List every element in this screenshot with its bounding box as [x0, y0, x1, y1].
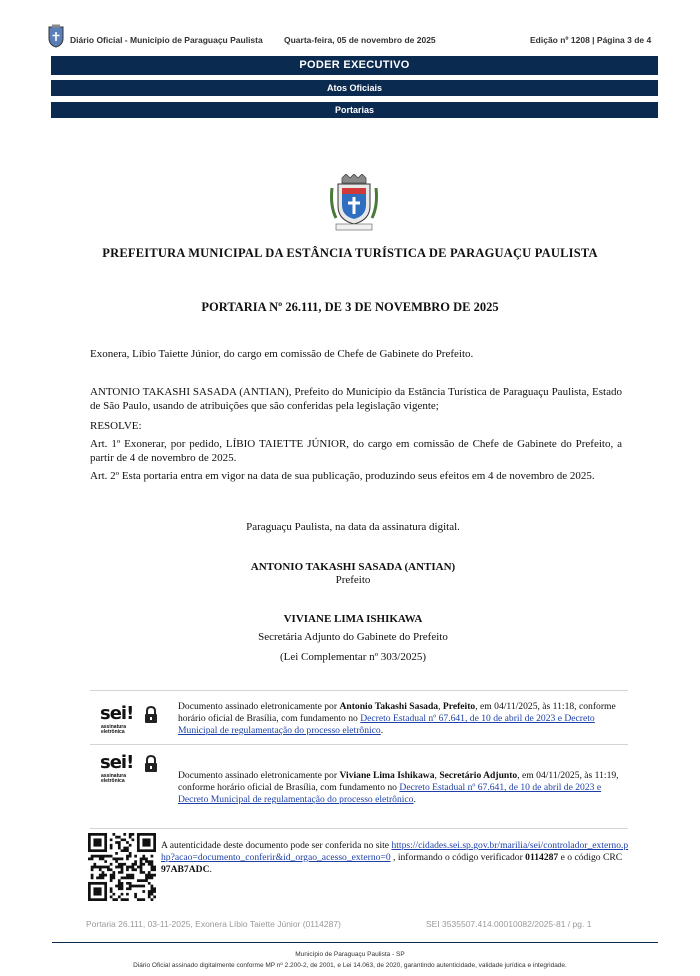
sei-logo-sub	[101, 725, 126, 735]
sig2-role: Secretário Adjunto	[439, 770, 518, 781]
sig2-name: Viviane Lima Ishikawa	[339, 770, 435, 781]
sig1-middle: , em 04/11/2025, às 11:18, conforme horário oficial de Brasília, com fundamento no	[178, 701, 616, 724]
lock-icon	[144, 706, 158, 724]
authenticity-text	[161, 840, 631, 876]
sig2-decree-link[interactable]: Decreto Estadual nº 67.641, de 10 de abril de 2023 e Decreto Municipal de regulamentação do processo eletrônico	[178, 782, 602, 805]
crc-code: 97AB7ADC	[161, 864, 210, 875]
sig1-end: .	[380, 725, 384, 736]
auth-end: .	[209, 864, 212, 875]
sei-reference: SEI 3535507.414.00010082/2025-81 / pg. 1	[426, 919, 592, 929]
sei-logo-sub	[101, 774, 126, 784]
divider	[90, 690, 628, 692]
sei-logo-word: sei!	[100, 703, 134, 724]
place-date: Paraguaçu Paulista, na data da assinatura digital.	[246, 521, 460, 533]
preamble: ANTONIO TAKASHI SASADA (ANTIAN), Prefeito do Município da Estância Turística de Paraguaçu Paulista, Estado de São Paulo, usando de atribuições que são conferidas pela legislação vigente;	[90, 386, 622, 412]
auth-intro: A autenticidade deste documento pode ser conferida no site	[161, 840, 392, 851]
article-1: Art. 1º Exonerar, por pedido, LÍBIO TAIETTE JÚNIOR, do cargo em comissão de Chefe de Gabinete do Prefeito, a partir de 4 de novembro de 2025.	[90, 438, 622, 464]
sei-sub-line1: assinatura	[101, 724, 127, 730]
sei-sub-line2: eletrônica	[101, 778, 125, 784]
publication-date: Quarta-feira, 05 de novembro de 2025	[284, 35, 436, 45]
edition-page: Edição nº 1208 | Página 3 de 4	[530, 35, 652, 45]
portaria-title: PORTARIA Nº 26.111, DE 3 DE NOVEMBRO DE 2025	[201, 300, 499, 314]
article-2: Art. 2º Esta portaria entra em vigor na data de sua publicação, produzindo seus efeitos em 4 de novembro de 2025.	[90, 470, 595, 482]
municipal-crest-icon	[46, 24, 66, 48]
sig1-role: Prefeito	[442, 701, 476, 712]
section-band: PODER EXECUTIVO	[51, 56, 658, 75]
sig1-prefix: Documento assinado eletronicamente por	[178, 701, 340, 712]
sig1-decree-link[interactable]: Decreto Estadual nº 67.641, de 10 de abril de 2023 e Decreto Municipal de regulamentação do processo eletrônico	[178, 713, 595, 736]
sig2-sep: ,	[434, 770, 440, 781]
footer-divider	[52, 942, 658, 943]
category-band: Portarias	[51, 102, 658, 118]
signature-2-text	[178, 770, 628, 806]
signature-1-text	[178, 701, 628, 737]
qr-code[interactable]	[88, 833, 156, 901]
footer-municipality: Município de Paraguaçu Paulista - SP	[295, 951, 405, 958]
sig2-middle: , em 04/11/2025, às 11:19, conforme horário oficial de Brasília, com fundamento no	[178, 770, 619, 793]
verifier-code: 0114287	[525, 852, 559, 863]
signer2-law: (Lei Complementar nº 303/2025)	[279, 651, 427, 663]
divider	[90, 744, 628, 746]
sei-logo	[100, 752, 160, 782]
document-reference: Portaria 26.111, 03-11-2025, Exonera Líbio Taiette Júnior (0114287)	[86, 919, 341, 929]
city-coat-of-arms-icon	[328, 174, 380, 232]
lock-icon	[144, 755, 158, 773]
signer2-name: VIVIANE LIMA ISHIKAWA	[283, 613, 423, 625]
ementa: Exonera, Líbio Taiette Júnior, do cargo em comissão de Chefe de Gabinete do Prefeito.	[90, 348, 474, 360]
sei-sub-line2: eletrônica	[101, 729, 125, 735]
sig2-end: .	[413, 794, 416, 805]
signer1-role: Prefeito	[335, 574, 371, 586]
sei-logo	[100, 703, 160, 733]
subsection-band: Atos Oficiais	[51, 80, 658, 96]
sei-logo-word: sei!	[100, 752, 134, 773]
resolve-heading: RESOLVE:	[90, 420, 142, 432]
sig2-prefix: Documento assinado eletronicamente por	[178, 770, 340, 781]
footer-legal-notice: Diário Oficial assinado digitalmente conforme MP nº 2.200-2, de 2001, e Lei 14.063, de 2020, garantindo autenticidade, validade jurídica e integridade.	[133, 962, 567, 969]
signer1-name: ANTONIO TAKASHI SASADA (ANTIAN)	[250, 561, 456, 573]
publication-name: Diário Oficial - Município de Paraguaçu Paulista	[70, 35, 263, 45]
sig1-sep: ,	[438, 701, 443, 712]
signer2-role: Secretária Adjunto do Gabinete do Prefeito	[258, 631, 448, 643]
auth-crc-text: e o código CRC	[558, 852, 623, 863]
sei-sub-line1: assinatura	[101, 773, 127, 779]
verification-link[interactable]: https://cidades.sei.sp.gov.br/marilia/sei/controlador_externo.php?acao=documento_conferir&id_orgao_acesso_externo=0	[161, 840, 629, 863]
auth-verifier-text: , informando o código verificador	[390, 852, 526, 863]
sig1-name: Antonio Takashi Sasada	[339, 701, 439, 712]
municipality-title: PREFEITURA MUNICIPAL DA ESTÂNCIA TURÍSTICA DE PARAGUAÇU PAULISTA	[102, 246, 598, 260]
divider	[90, 828, 628, 830]
